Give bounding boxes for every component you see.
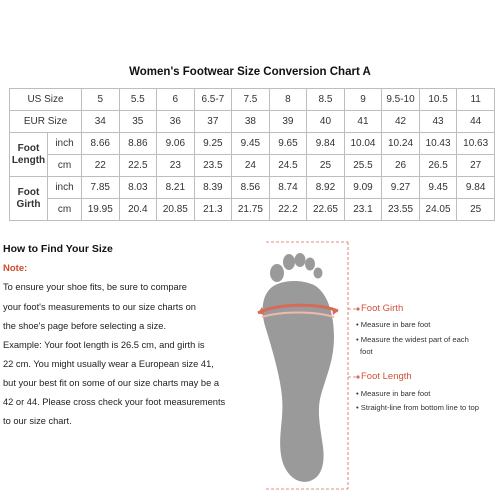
table-cell: 22.5 bbox=[119, 155, 157, 177]
table-cell: 11 bbox=[457, 89, 495, 111]
table-cell: 20.4 bbox=[119, 199, 157, 221]
row-group-foot-length: Foot Length bbox=[10, 133, 48, 177]
table-cell: 9.5-10 bbox=[382, 89, 420, 111]
chart-title: Women's Footwear Size Conversion Chart A bbox=[129, 66, 371, 78]
table-cell: 8.74 bbox=[269, 177, 307, 199]
size-conversion-table bbox=[9, 88, 495, 221]
row-label-us: US Size bbox=[10, 89, 82, 111]
table-cell: 10.24 bbox=[382, 133, 420, 155]
table-row-length-cm bbox=[10, 155, 495, 177]
note-line: your foot's measurements to our size charts on bbox=[3, 302, 196, 312]
table-cell: 23.5 bbox=[194, 155, 232, 177]
table-cell: 23 bbox=[157, 155, 195, 177]
note-line: the shoe's page before selecting a size. bbox=[3, 321, 167, 331]
note-line: 22 cm. You might usually wear a European size 41, bbox=[3, 359, 214, 369]
table-cell: 43 bbox=[419, 111, 457, 133]
foot-girth-title: Foot Girth bbox=[361, 303, 404, 314]
table-cell: 8.39 bbox=[194, 177, 232, 199]
table-cell: 35 bbox=[119, 111, 157, 133]
length-note: • Measure in bare foot bbox=[356, 389, 431, 398]
table-cell: 25 bbox=[307, 155, 345, 177]
table-cell: 34 bbox=[82, 111, 120, 133]
unit-label-inch: inch bbox=[48, 177, 82, 199]
foot-length-title: Foot Length bbox=[361, 371, 412, 382]
table-cell: 8.66 bbox=[82, 133, 120, 155]
table-cell: 6.5-7 bbox=[194, 89, 232, 111]
table-cell: 5 bbox=[82, 89, 120, 111]
table-cell: 7.5 bbox=[232, 89, 270, 111]
row-group-foot-girth: Foot Girth bbox=[10, 177, 48, 221]
table-cell: 26.5 bbox=[419, 155, 457, 177]
table-cell: 25 bbox=[457, 199, 495, 221]
table-row-length-inch bbox=[10, 133, 495, 155]
table-cell: 19.95 bbox=[82, 199, 120, 221]
table-cell: 42 bbox=[382, 111, 420, 133]
table-cell: 7.85 bbox=[82, 177, 120, 199]
table-cell: 9.27 bbox=[382, 177, 420, 199]
howto-title: How to Find Your Size bbox=[3, 243, 113, 255]
length-note: • Straight-line from bottom line to top bbox=[356, 403, 479, 412]
unit-label-cm: cm bbox=[48, 199, 82, 221]
table-cell: 22.65 bbox=[307, 199, 345, 221]
table-cell: 5.5 bbox=[119, 89, 157, 111]
table-row-eur bbox=[10, 111, 495, 133]
note-line: To ensure your shoe fits, be sure to compare bbox=[3, 282, 187, 292]
table-cell: 9.25 bbox=[194, 133, 232, 155]
table-cell: 26 bbox=[382, 155, 420, 177]
table-cell: 9.84 bbox=[457, 177, 495, 199]
girth-note: • Measure in bare foot bbox=[356, 320, 431, 329]
note-line: but your best fit on some of our size charts may be a bbox=[3, 378, 219, 388]
table-cell: 8.56 bbox=[232, 177, 270, 199]
note-line: Example: Your foot length is 26.5 cm, and girth is bbox=[3, 340, 205, 350]
table-cell: 41 bbox=[344, 111, 382, 133]
table-row-us bbox=[10, 89, 495, 111]
note-line: 42 or 44. Please cross check your foot measurements bbox=[3, 397, 226, 407]
table-cell: 23.55 bbox=[382, 199, 420, 221]
table-cell: 9.06 bbox=[157, 133, 195, 155]
table-cell: 10.5 bbox=[419, 89, 457, 111]
table-cell: 8.86 bbox=[119, 133, 157, 155]
table-cell: 21.3 bbox=[194, 199, 232, 221]
table-cell: 10.63 bbox=[457, 133, 495, 155]
table-cell: 24.5 bbox=[269, 155, 307, 177]
table-row-girth-cm bbox=[10, 199, 495, 221]
table-cell: 9.84 bbox=[307, 133, 345, 155]
table-cell: 8.03 bbox=[119, 177, 157, 199]
table-cell: 9.65 bbox=[269, 133, 307, 155]
unit-label-cm: cm bbox=[48, 155, 82, 177]
table-cell: 10.04 bbox=[344, 133, 382, 155]
table-cell: 22.2 bbox=[269, 199, 307, 221]
table-row-girth-inch bbox=[10, 177, 495, 199]
girth-note: foot bbox=[360, 347, 373, 356]
table-cell: 9.09 bbox=[344, 177, 382, 199]
table-cell: 38 bbox=[232, 111, 270, 133]
table-cell: 24.05 bbox=[419, 199, 457, 221]
table-cell: 39 bbox=[269, 111, 307, 133]
table-cell: 9 bbox=[344, 89, 382, 111]
table-cell: 44 bbox=[457, 111, 495, 133]
table-cell: 9.45 bbox=[232, 133, 270, 155]
table-cell: 8.21 bbox=[157, 177, 195, 199]
note-line: to our size chart. bbox=[3, 416, 72, 426]
table-cell: 37 bbox=[194, 111, 232, 133]
foot-diagram-icon bbox=[248, 237, 498, 495]
table-cell: 8.5 bbox=[307, 89, 345, 111]
table-cell: 8 bbox=[269, 89, 307, 111]
table-cell: 40 bbox=[307, 111, 345, 133]
table-cell: 27 bbox=[457, 155, 495, 177]
table-cell: 6 bbox=[157, 89, 195, 111]
table-cell: 9.45 bbox=[419, 177, 457, 199]
unit-label-inch: inch bbox=[48, 133, 82, 155]
table-cell: 25.5 bbox=[344, 155, 382, 177]
table-cell: 21.75 bbox=[232, 199, 270, 221]
table-cell: 22 bbox=[82, 155, 120, 177]
table-cell: 8.92 bbox=[307, 177, 345, 199]
table-cell: 20.85 bbox=[157, 199, 195, 221]
foot-diagram bbox=[248, 237, 498, 495]
table-cell: 23.1 bbox=[344, 199, 382, 221]
table-cell: 36 bbox=[157, 111, 195, 133]
row-label-eur: EUR Size bbox=[10, 111, 82, 133]
girth-note: • Measure the widest part of each bbox=[356, 335, 469, 344]
note-label: Note: bbox=[3, 263, 28, 274]
table-cell: 10.43 bbox=[419, 133, 457, 155]
table-cell: 24 bbox=[232, 155, 270, 177]
